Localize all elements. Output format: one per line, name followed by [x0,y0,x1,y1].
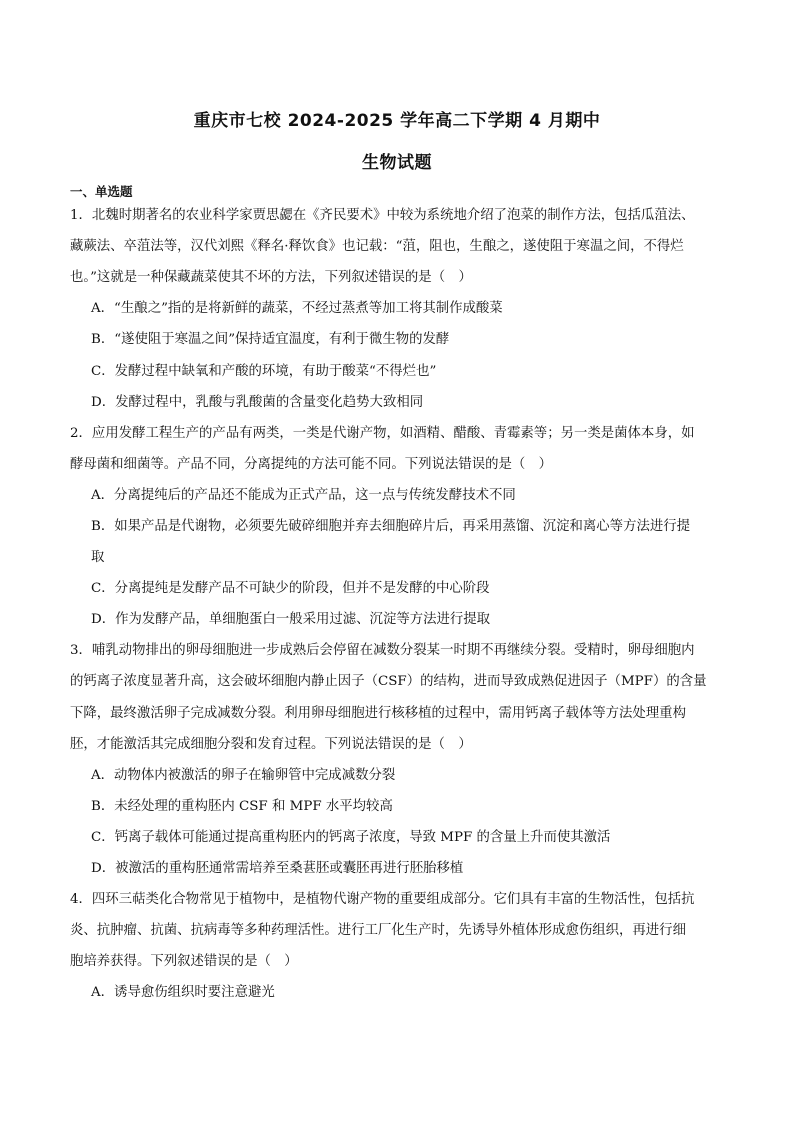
question-1-line-1: 1．北魏时期著名的农业科学家贾思勰在《齐民要术》中较为系统地介绍了泡菜的制作方法，包括瓜菹法、 [70,208,695,223]
exam-title: 重庆市七校 2024-2025 学年高二下学期 4 月期中 [193,111,601,131]
question-3-line-4: 胚，才能激活其完成细胞分裂和发育过程。下列说法错误的是（ ） [70,737,472,752]
question-3-option-b: B．未经处理的重构胚内 CSF 和 MPF 水平均较高 [91,799,393,814]
question-2-option-b: B．如果产品是代谢物，必须要先破碎细胞并弃去细胞碎片后，再采用蒸馏、沉淀和离心等方法进行提 [91,519,691,534]
question-2-option-c: C．分离提纯是发酵产品不可缺少的阶段，但并不是发酵的中心阶段 [91,581,490,596]
question-3-line-3: 下降，最终激活卵子完成减数分裂。利用卵母细胞进行核移植的过程中，需用钙离子载体等方法处理重构 [70,706,686,721]
question-2-option-b-continued: 取 [91,550,105,565]
question-1-option-c: C．发酵过程中缺氧和产酸的环境，有助于酸菜“不得烂也” [91,364,437,379]
question-1-option-b: B．“遂使阻于寒温之间”保持适宜温度，有利于微生物的发酵 [91,332,450,347]
question-2-line-2: 酵母菌和细菌等。产品不同，分离提纯的方法可能不同。下列说法错误的是（ ） [70,457,553,472]
question-3-line-2: 的钙离子浓度显著升高，这会破坏细胞内静止因子（CSF）的结构，进而导致成熟促进因子（MPF）的含量 [70,674,707,689]
question-4-line-1: 4．四环三萜类化合物常见于植物中，是植物代谢产物的重要组成部分。它们具有丰富的生物活性，包括抗 [70,892,695,907]
question-2-option-d: D．作为发酵产品，单细胞蛋白一般采用过滤、沉淀等方法进行提取 [91,612,491,627]
question-1-option-a: A．“生酿之”指的是将新鲜的蔬菜，不经过蒸煮等加工将其制作成酸菜 [91,301,503,316]
question-4-line-3: 胞培养获得。下列叙述错误的是（ ） [70,954,298,969]
question-2-line-1: 2．应用发酵工程生产的产品有两类，一类是代谢产物，如酒精、醋酸、青霉素等；另一类是菌体本身，如 [70,426,695,441]
question-3-option-a: A．动物体内被激活的卵子在输卵管中完成减数分裂 [91,768,396,783]
question-3-line-1: 3．哺乳动物排出的卵母细胞进一步成熟后会停留在减数分裂某一时期不再继续分裂。受精时，卵母细胞内 [70,643,695,658]
question-4-line-2: 炎、抗肿瘤、抗菌、抗病毒等多种药理活性。进行工厂化生产时，先诱导外植体形成愈伤组织，再进行细 [70,923,686,938]
question-3-option-c: C．钙离子载体可能通过提高重构胚内的钙离子浓度，导致 MPF 的含量上升而使其激活 [91,830,611,845]
section-heading: 一、单选题 [70,184,133,199]
question-3-option-d: D．被激活的重构胚通常需培养至桑葚胚或囊胚再进行胚胎移植 [91,861,464,876]
exam-subtitle: 生物试题 [362,153,432,173]
question-1-option-d: D．发酵过程中，乳酸与乳酸菌的含量变化趋势大致相同 [91,395,424,410]
question-4-option-a: A．诱导愈伤组织时要注意避光 [91,985,275,1000]
question-1-line-2: 藏蕨法、卒菹法等，汉代刘熙《释名·释饮食》也记载：“菹，阻也，生酿之，遂使阻于寒温之间，不得烂 [70,239,684,254]
question-2-option-a: A．分离提纯后的产品还不能成为正式产品，这一点与传统发酵技术不同 [91,488,516,503]
question-1-line-3: 也。”这就是一种保藏蔬菜使其不坏的方法，下列叙述错误的是（ ） [70,270,472,285]
